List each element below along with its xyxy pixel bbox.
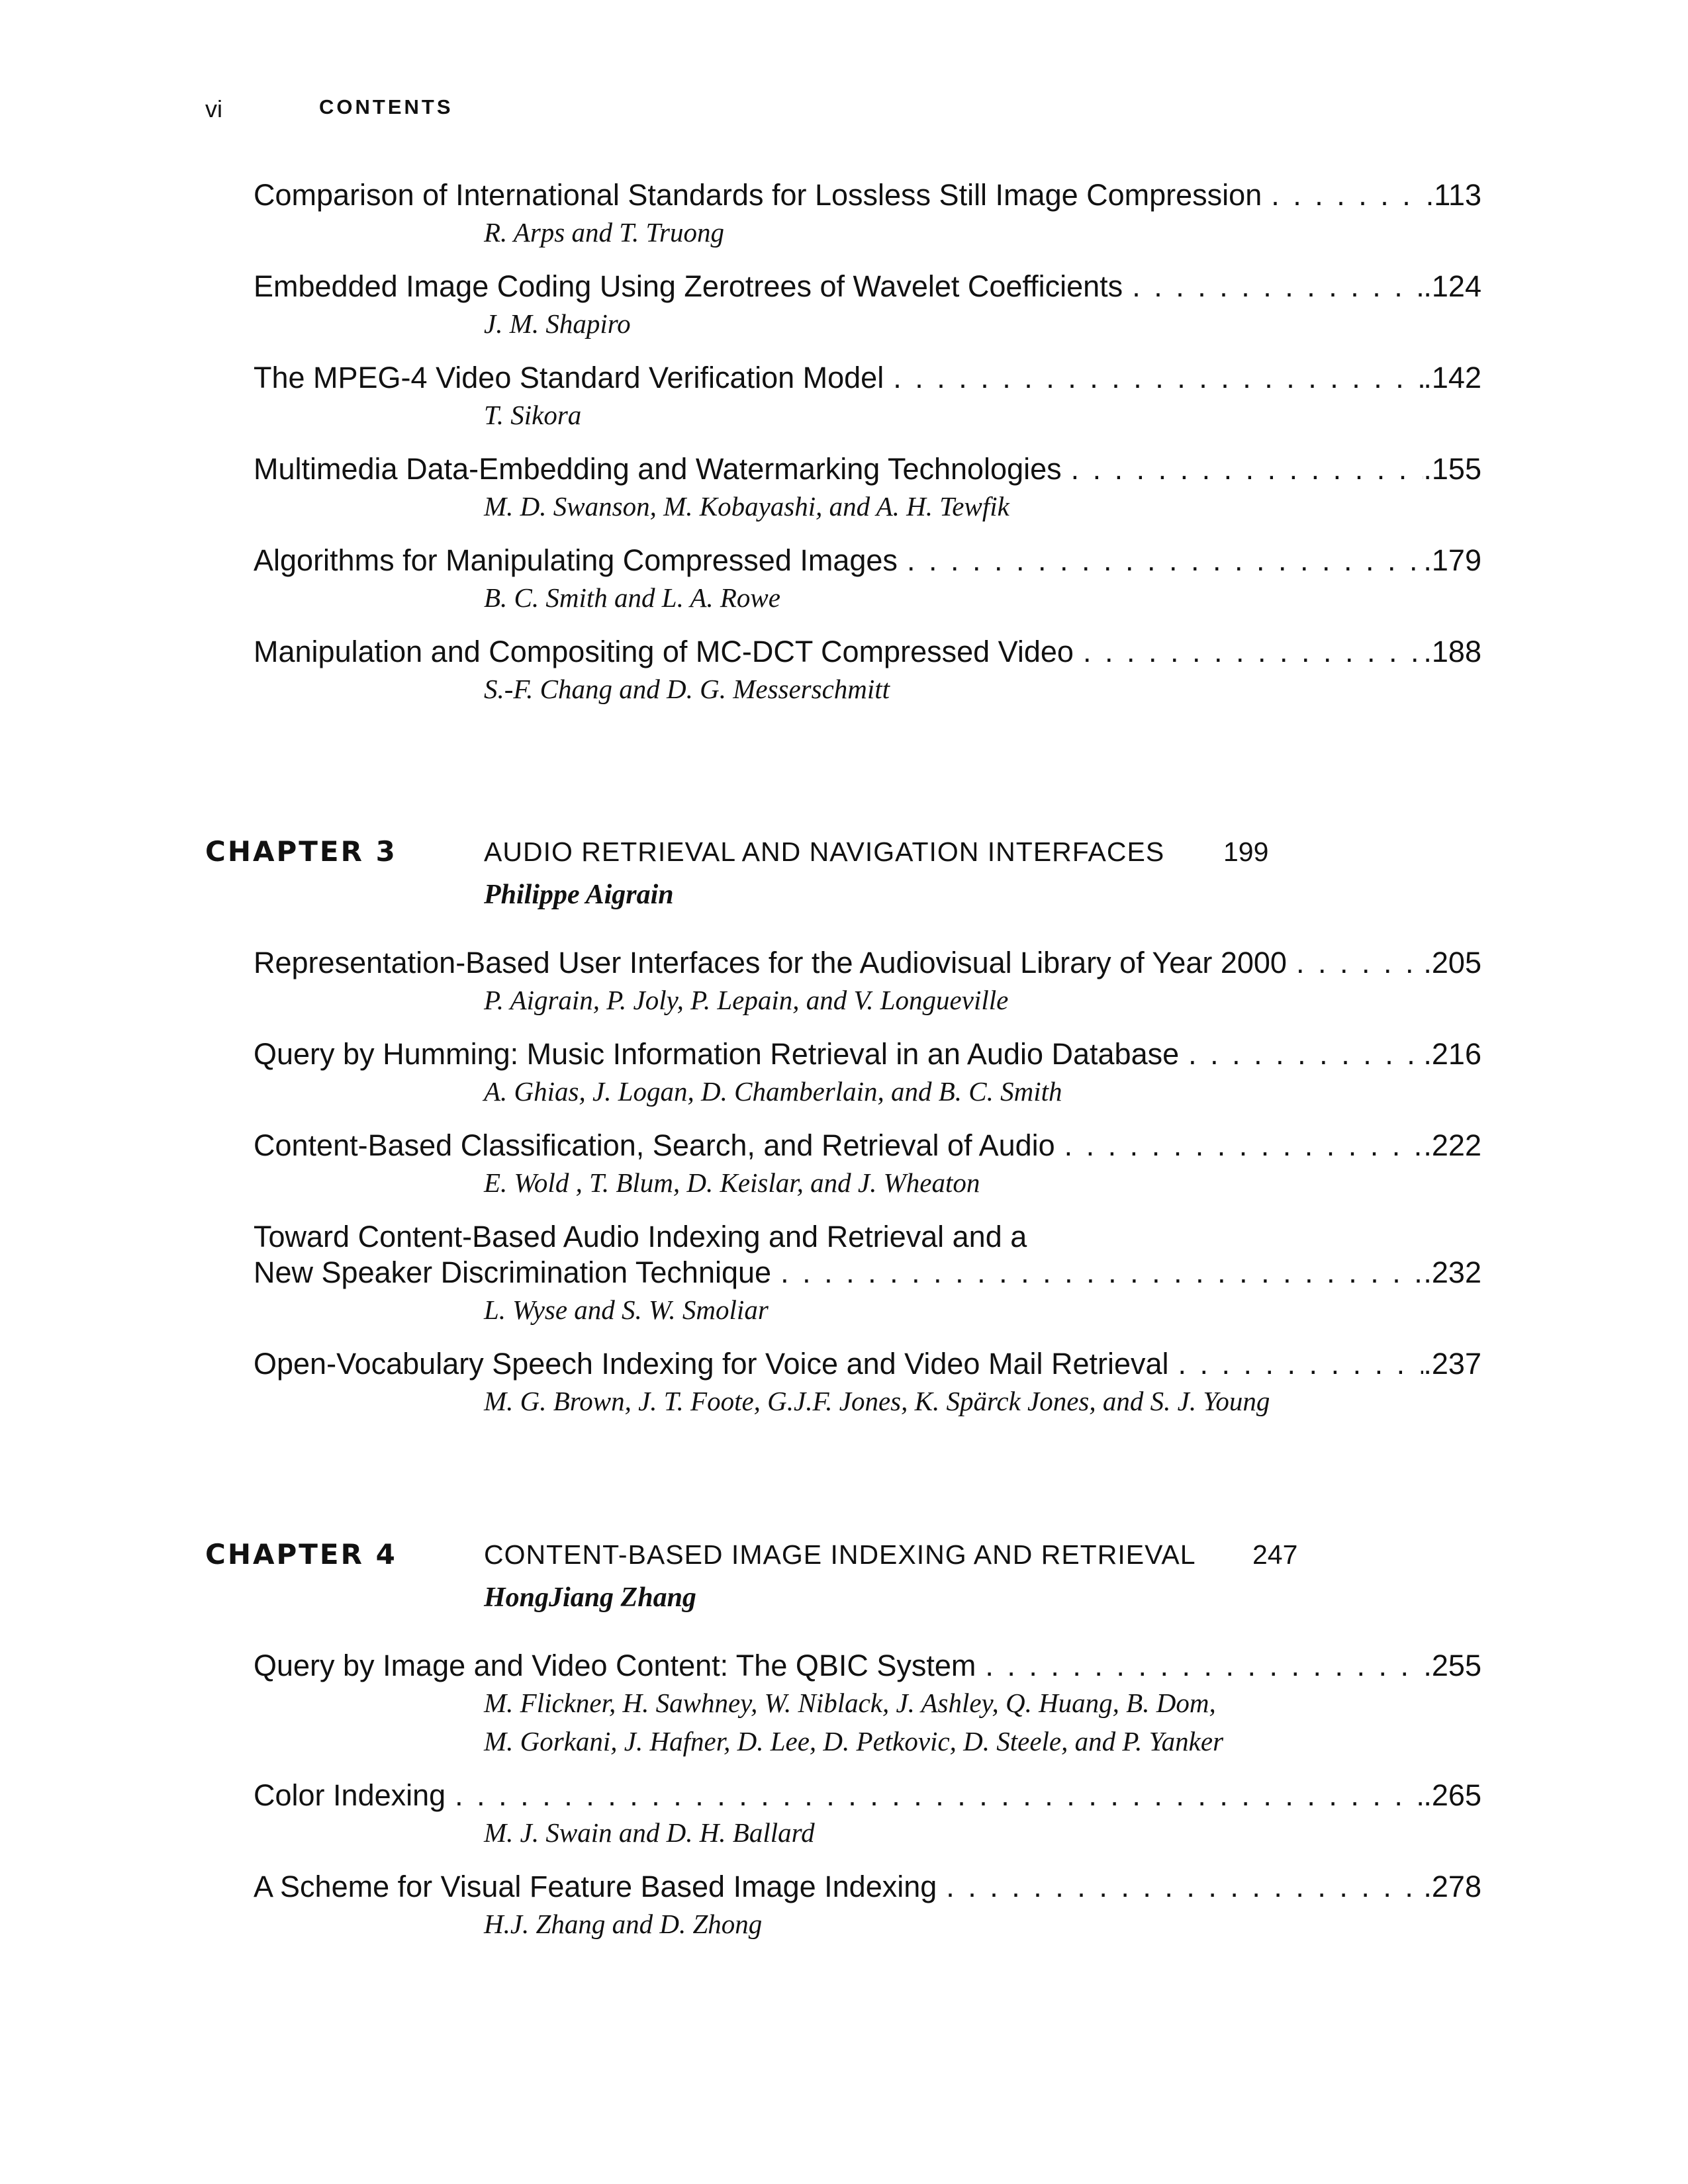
- entry-page: .188: [1423, 635, 1481, 668]
- chapter-page: 247: [1252, 1539, 1298, 1570]
- toc-entry[interactable]: [254, 1346, 1481, 1420]
- entry-authors: M. Gorkani, J. Hafner, D. Lee, D. Petkovic, D. Steele, and P. Yanker: [484, 1726, 1224, 1756]
- entry-page: .155: [1423, 452, 1481, 486]
- dot-leader: [1071, 451, 1424, 487]
- entry-authors: B. C. Smith and L. A. Rowe: [484, 582, 780, 613]
- entry-authors: M. Flickner, H. Sawhney, W. Niblack, J. Ashley, Q. Huang, B. Dom,: [484, 1688, 1216, 1718]
- toc-entry[interactable]: [254, 1219, 1481, 1329]
- entry-authors: M. J. Swain and D. H. Ballard: [484, 1817, 815, 1848]
- entry-page: .265: [1423, 1778, 1481, 1812]
- entry-page: .179: [1423, 543, 1481, 577]
- toc-entry[interactable]: [254, 1648, 1481, 1760]
- dot-leader: [1188, 1036, 1423, 1072]
- entry-authors: A. Ghias, J. Logan, D. Chamberlain, and B. C. Smith: [484, 1076, 1062, 1107]
- entry-authors: R. Arps and T. Truong: [484, 217, 725, 248]
- entry-page: .124: [1423, 269, 1481, 303]
- entry-authors: L. Wyse and S. W. Smoliar: [484, 1295, 769, 1325]
- entry-title: Manipulation and Compositing of MC-DCT Compressed Video: [254, 635, 1074, 668]
- entry-title: Query by Humming: Music Information Retrieval in an Audio Database: [254, 1037, 1180, 1071]
- dot-leader: [1132, 269, 1423, 304]
- chapter-3-entries: [254, 945, 1481, 1437]
- entry-authors: H.J. Zhang and D. Zhong: [484, 1909, 763, 1939]
- toc-entry[interactable]: [254, 1869, 1481, 1943]
- toc-entry[interactable]: [254, 177, 1481, 251]
- entry-authors: E. Wold , T. Blum, D. Keislar, and J. Wheaton: [484, 1167, 980, 1198]
- toc-entry[interactable]: [254, 1036, 1481, 1111]
- entry-page: .278: [1423, 1870, 1481, 1903]
- chapter-title: CONTENT-BASED IMAGE INDEXING AND RETRIEVAL: [484, 1539, 1196, 1570]
- entry-page: .232: [1423, 1255, 1481, 1289]
- entry-page: .205: [1423, 946, 1481, 979]
- dot-leader: [455, 1778, 1423, 1813]
- entry-title: A Scheme for Visual Feature Based Image Indexing: [254, 1870, 937, 1903]
- entry-authors: S.-F. Chang and D. G. Messerschmitt: [484, 674, 890, 704]
- chapter-4-heading[interactable]: [205, 1538, 1463, 1637]
- entry-title: Representation-Based User Interfaces for the Audiovisual Library of Year 2000: [254, 946, 1287, 979]
- running-title: CONTENTS: [319, 95, 453, 118]
- dot-leader: [1083, 634, 1423, 670]
- dot-leader: [1296, 945, 1423, 981]
- entry-page: .237: [1423, 1347, 1481, 1381]
- entry-title: Color Indexing: [254, 1778, 446, 1812]
- chapter-label: CHAPTER 4: [205, 1538, 397, 1570]
- entry-authors: J. M. Shapiro: [484, 308, 631, 339]
- section-a-entries: [254, 177, 1481, 725]
- chapter-3-heading[interactable]: [205, 835, 1463, 934]
- dot-leader: [907, 543, 1423, 578]
- toc-entry[interactable]: [254, 360, 1481, 434]
- entry-page: .216: [1423, 1037, 1481, 1071]
- entry-title: Algorithms for Manipulating Compressed Images: [254, 543, 898, 577]
- dot-leader: [893, 360, 1423, 396]
- entry-page: .222: [1423, 1128, 1481, 1162]
- chapter-editor: HongJiang Zhang: [484, 1582, 696, 1613]
- entry-title: Multimedia Data-Embedding and Watermarking Technologies: [254, 452, 1062, 486]
- dot-leader: [1271, 177, 1426, 213]
- dot-leader: [1064, 1128, 1424, 1163]
- toc-entry[interactable]: [254, 1778, 1481, 1852]
- entry-title: New Speaker Discrimination Technique: [254, 1255, 772, 1289]
- entry-authors: M. D. Swanson, M. Kobayashi, and A. H. Tewfik: [484, 491, 1009, 522]
- dot-leader: [985, 1648, 1423, 1684]
- entry-page: .142: [1423, 361, 1481, 394]
- entry-authors: T. Sikora: [484, 400, 582, 430]
- page-number: vi: [205, 95, 222, 122]
- entry-title: Content-Based Classification, Search, and Retrieval of Audio: [254, 1128, 1055, 1162]
- dot-leader: [1178, 1346, 1424, 1382]
- chapter-title: AUDIO RETRIEVAL AND NAVIGATION INTERFACES: [484, 837, 1165, 867]
- dot-leader: [780, 1255, 1423, 1291]
- entry-page: .113: [1425, 178, 1481, 212]
- chapter-label: CHAPTER 3: [205, 835, 397, 868]
- toc-entry[interactable]: [254, 945, 1481, 1019]
- toc-entry[interactable]: [254, 634, 1481, 708]
- toc-entry[interactable]: [254, 269, 1481, 343]
- entry-title-first-line: Toward Content-Based Audio Indexing and Retrieval and a: [254, 1220, 1027, 1253]
- entry-title: Open-Vocabulary Speech Indexing for Voice and Video Mail Retrieval: [254, 1347, 1169, 1381]
- entry-authors: P. Aigrain, P. Joly, P. Lepain, and V. Longueville: [484, 985, 1009, 1015]
- chapter-page: 199: [1223, 837, 1269, 867]
- toc-entry[interactable]: [254, 543, 1481, 617]
- entry-title: Comparison of International Standards for Lossless Still Image Compression: [254, 178, 1262, 212]
- entry-title: Query by Image and Video Content: The QBIC System: [254, 1649, 976, 1682]
- toc-entry[interactable]: [254, 451, 1481, 525]
- entry-page: .255: [1423, 1649, 1481, 1682]
- chapter-4-entries: [254, 1648, 1481, 1960]
- entry-title: The MPEG-4 Video Standard Verification Model: [254, 361, 884, 394]
- chapter-editor: Philippe Aigrain: [484, 880, 674, 910]
- toc-entry[interactable]: [254, 1128, 1481, 1202]
- dot-leader: [946, 1869, 1423, 1905]
- entry-authors: M. G. Brown, J. T. Foote, G.J.F. Jones, K. Spärck Jones, and S. J. Young: [484, 1386, 1270, 1416]
- entry-title: Embedded Image Coding Using Zerotrees of Wavelet Coefficients: [254, 269, 1123, 303]
